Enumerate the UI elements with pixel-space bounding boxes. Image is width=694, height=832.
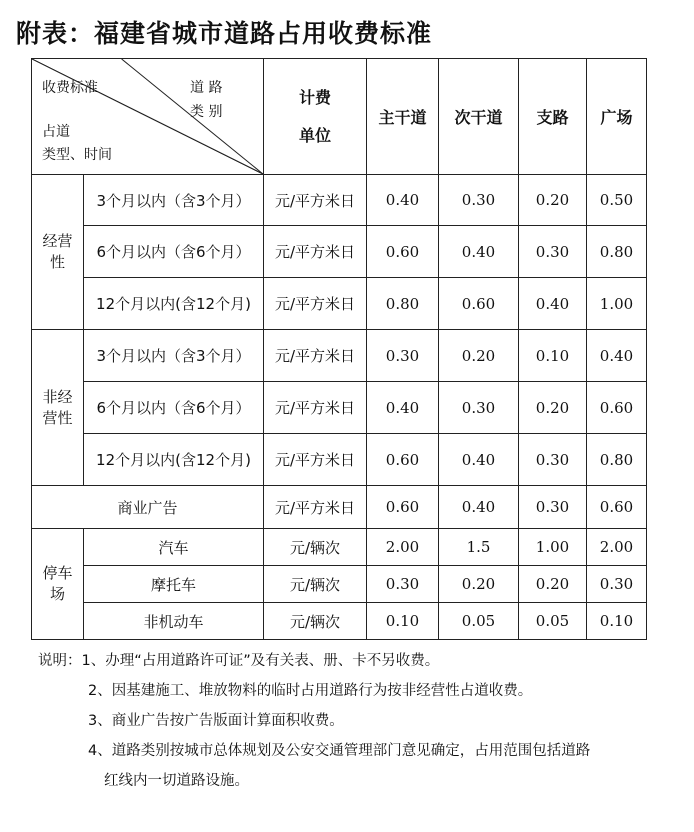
unit-cell: 元/平方米日 xyxy=(264,382,367,434)
vehicle-type-cell: 摩托车 xyxy=(84,566,264,603)
table-row xyxy=(32,226,647,278)
diag-road-label: 道 路 xyxy=(190,80,223,96)
unit-header xyxy=(264,59,367,175)
period-cell: 3个月以内（含3个月） xyxy=(84,330,264,382)
period-cell: 3个月以内（含3个月） xyxy=(84,175,264,226)
value-cell: 0.10 xyxy=(519,330,587,382)
value-cell: 0.60 xyxy=(367,486,439,529)
table-row xyxy=(32,330,647,382)
unit-header-line2: 单位 xyxy=(298,125,331,145)
note-3: 3、商业广告按广告版面计算面积收费。 xyxy=(88,713,344,729)
table-row xyxy=(32,382,647,434)
table-row xyxy=(32,603,647,640)
notes xyxy=(38,646,590,796)
value-cell: 0.05 xyxy=(439,603,519,640)
unit-cell: 元/平方米日 xyxy=(264,175,367,226)
unit-cell: 元/辆次 xyxy=(264,529,367,566)
vehicle-type-cell: 非机动车 xyxy=(84,603,264,640)
table-row xyxy=(32,434,647,486)
value-cell: 0.60 xyxy=(587,382,647,434)
value-cell: 0.20 xyxy=(519,175,587,226)
value-cell: 1.5 xyxy=(439,529,519,566)
category-label-line1: 经营 xyxy=(42,232,73,250)
value-cell: 0.40 xyxy=(519,278,587,330)
value-cell: 0.80 xyxy=(587,434,647,486)
page-title: 附表：福建省城市道路占用收费标准 xyxy=(16,19,433,48)
value-cell: 0.30 xyxy=(519,434,587,486)
value-cell: 0.60 xyxy=(587,486,647,529)
category-label-line2: 营性 xyxy=(42,408,73,427)
value-cell: 0.60 xyxy=(439,278,519,330)
value-cell: 2.00 xyxy=(367,529,439,566)
road-type-header: 支路 xyxy=(519,59,587,175)
category-label-line1: 非经 xyxy=(42,387,73,406)
table-row xyxy=(32,486,647,529)
table-row xyxy=(32,566,647,603)
value-cell: 0.30 xyxy=(519,486,587,529)
unit-cell: 元/平方米日 xyxy=(264,330,367,382)
period-cell: 12个月以内(含12个月) xyxy=(84,434,264,486)
value-cell: 0.40 xyxy=(587,330,647,382)
table-row xyxy=(32,278,647,330)
unit-header-line1: 计费 xyxy=(298,87,331,107)
value-cell: 0.10 xyxy=(587,603,647,640)
value-cell: 0.60 xyxy=(367,226,439,278)
value-cell: 1.00 xyxy=(519,529,587,566)
road-type-header: 次干道 xyxy=(439,59,519,175)
value-cell: 0.80 xyxy=(587,226,647,278)
value-cell: 1.00 xyxy=(587,278,647,330)
value-cell: 0.30 xyxy=(439,382,519,434)
period-cell: 12个月以内(含12个月) xyxy=(84,278,264,330)
table-row xyxy=(32,175,647,226)
unit-cell: 元/平方米日 xyxy=(264,226,367,278)
diag-type-label: 类 别 xyxy=(190,104,223,120)
value-cell: 0.50 xyxy=(587,175,647,226)
road-type-header: 主干道 xyxy=(367,59,439,175)
unit-cell: 元/辆次 xyxy=(264,603,367,640)
value-cell: 0.20 xyxy=(439,330,519,382)
header-row xyxy=(32,59,647,175)
value-cell: 0.40 xyxy=(439,226,519,278)
value-cell: 0.60 xyxy=(367,434,439,486)
note-4-continued: 红线内一切道路设施。 xyxy=(104,773,249,789)
value-cell: 0.80 xyxy=(367,278,439,330)
value-cell: 0.20 xyxy=(519,566,587,603)
value-cell: 0.40 xyxy=(367,175,439,226)
category-advert: 商业广告 xyxy=(32,486,264,529)
value-cell: 0.20 xyxy=(439,566,519,603)
note-4: 4、道路类别按城市总体规划及公安交通管理部门意见确定，占用范围包括道路 xyxy=(88,743,591,759)
unit-cell: 元/平方米日 xyxy=(264,434,367,486)
diag-occupy-label: 占道 xyxy=(42,124,70,140)
note-1 xyxy=(38,646,590,676)
period-cell: 6个月以内（含6个月） xyxy=(84,226,264,278)
value-cell: 0.40 xyxy=(367,382,439,434)
value-cell: 0.30 xyxy=(587,566,647,603)
category-label-line2: 性 xyxy=(49,253,65,271)
diagonal-header-cell xyxy=(32,59,264,175)
value-cell: 0.30 xyxy=(367,566,439,603)
value-cell: 2.00 xyxy=(587,529,647,566)
vehicle-type-cell: 汽车 xyxy=(84,529,264,566)
period-cell: 6个月以内（含6个月） xyxy=(84,382,264,434)
fee-table xyxy=(31,58,647,640)
unit-cell: 元/平方米日 xyxy=(264,486,367,529)
category-commercial xyxy=(32,175,84,330)
diag-type-time-label: 类型、时间 xyxy=(42,147,112,163)
value-cell: 0.30 xyxy=(439,175,519,226)
note-2: 2、因基建施工、堆放物料的临时占用道路行为按非经营性占道收费。 xyxy=(88,683,533,699)
road-type-header: 广场 xyxy=(587,59,647,175)
value-cell: 0.30 xyxy=(519,226,587,278)
value-cell: 0.10 xyxy=(367,603,439,640)
unit-cell: 元/平方米日 xyxy=(264,278,367,330)
category-parking xyxy=(32,529,84,640)
value-cell: 0.40 xyxy=(439,434,519,486)
notes-prefix: 说明： xyxy=(38,653,82,669)
value-cell: 0.20 xyxy=(519,382,587,434)
category-label-line2: 场 xyxy=(49,585,65,603)
value-cell: 0.30 xyxy=(367,330,439,382)
unit-cell: 元/辆次 xyxy=(264,566,367,603)
value-cell: 0.40 xyxy=(439,486,519,529)
table-row xyxy=(32,529,647,566)
diag-fee-standard-label: 收费标准 xyxy=(42,80,98,96)
value-cell: 0.05 xyxy=(519,603,587,640)
category-label-line1: 停车 xyxy=(42,564,73,582)
category-noncommercial xyxy=(32,330,84,486)
note-1-text: 1、办理“占用道路许可证”及有关表、册、卡不另收费。 xyxy=(81,653,440,669)
